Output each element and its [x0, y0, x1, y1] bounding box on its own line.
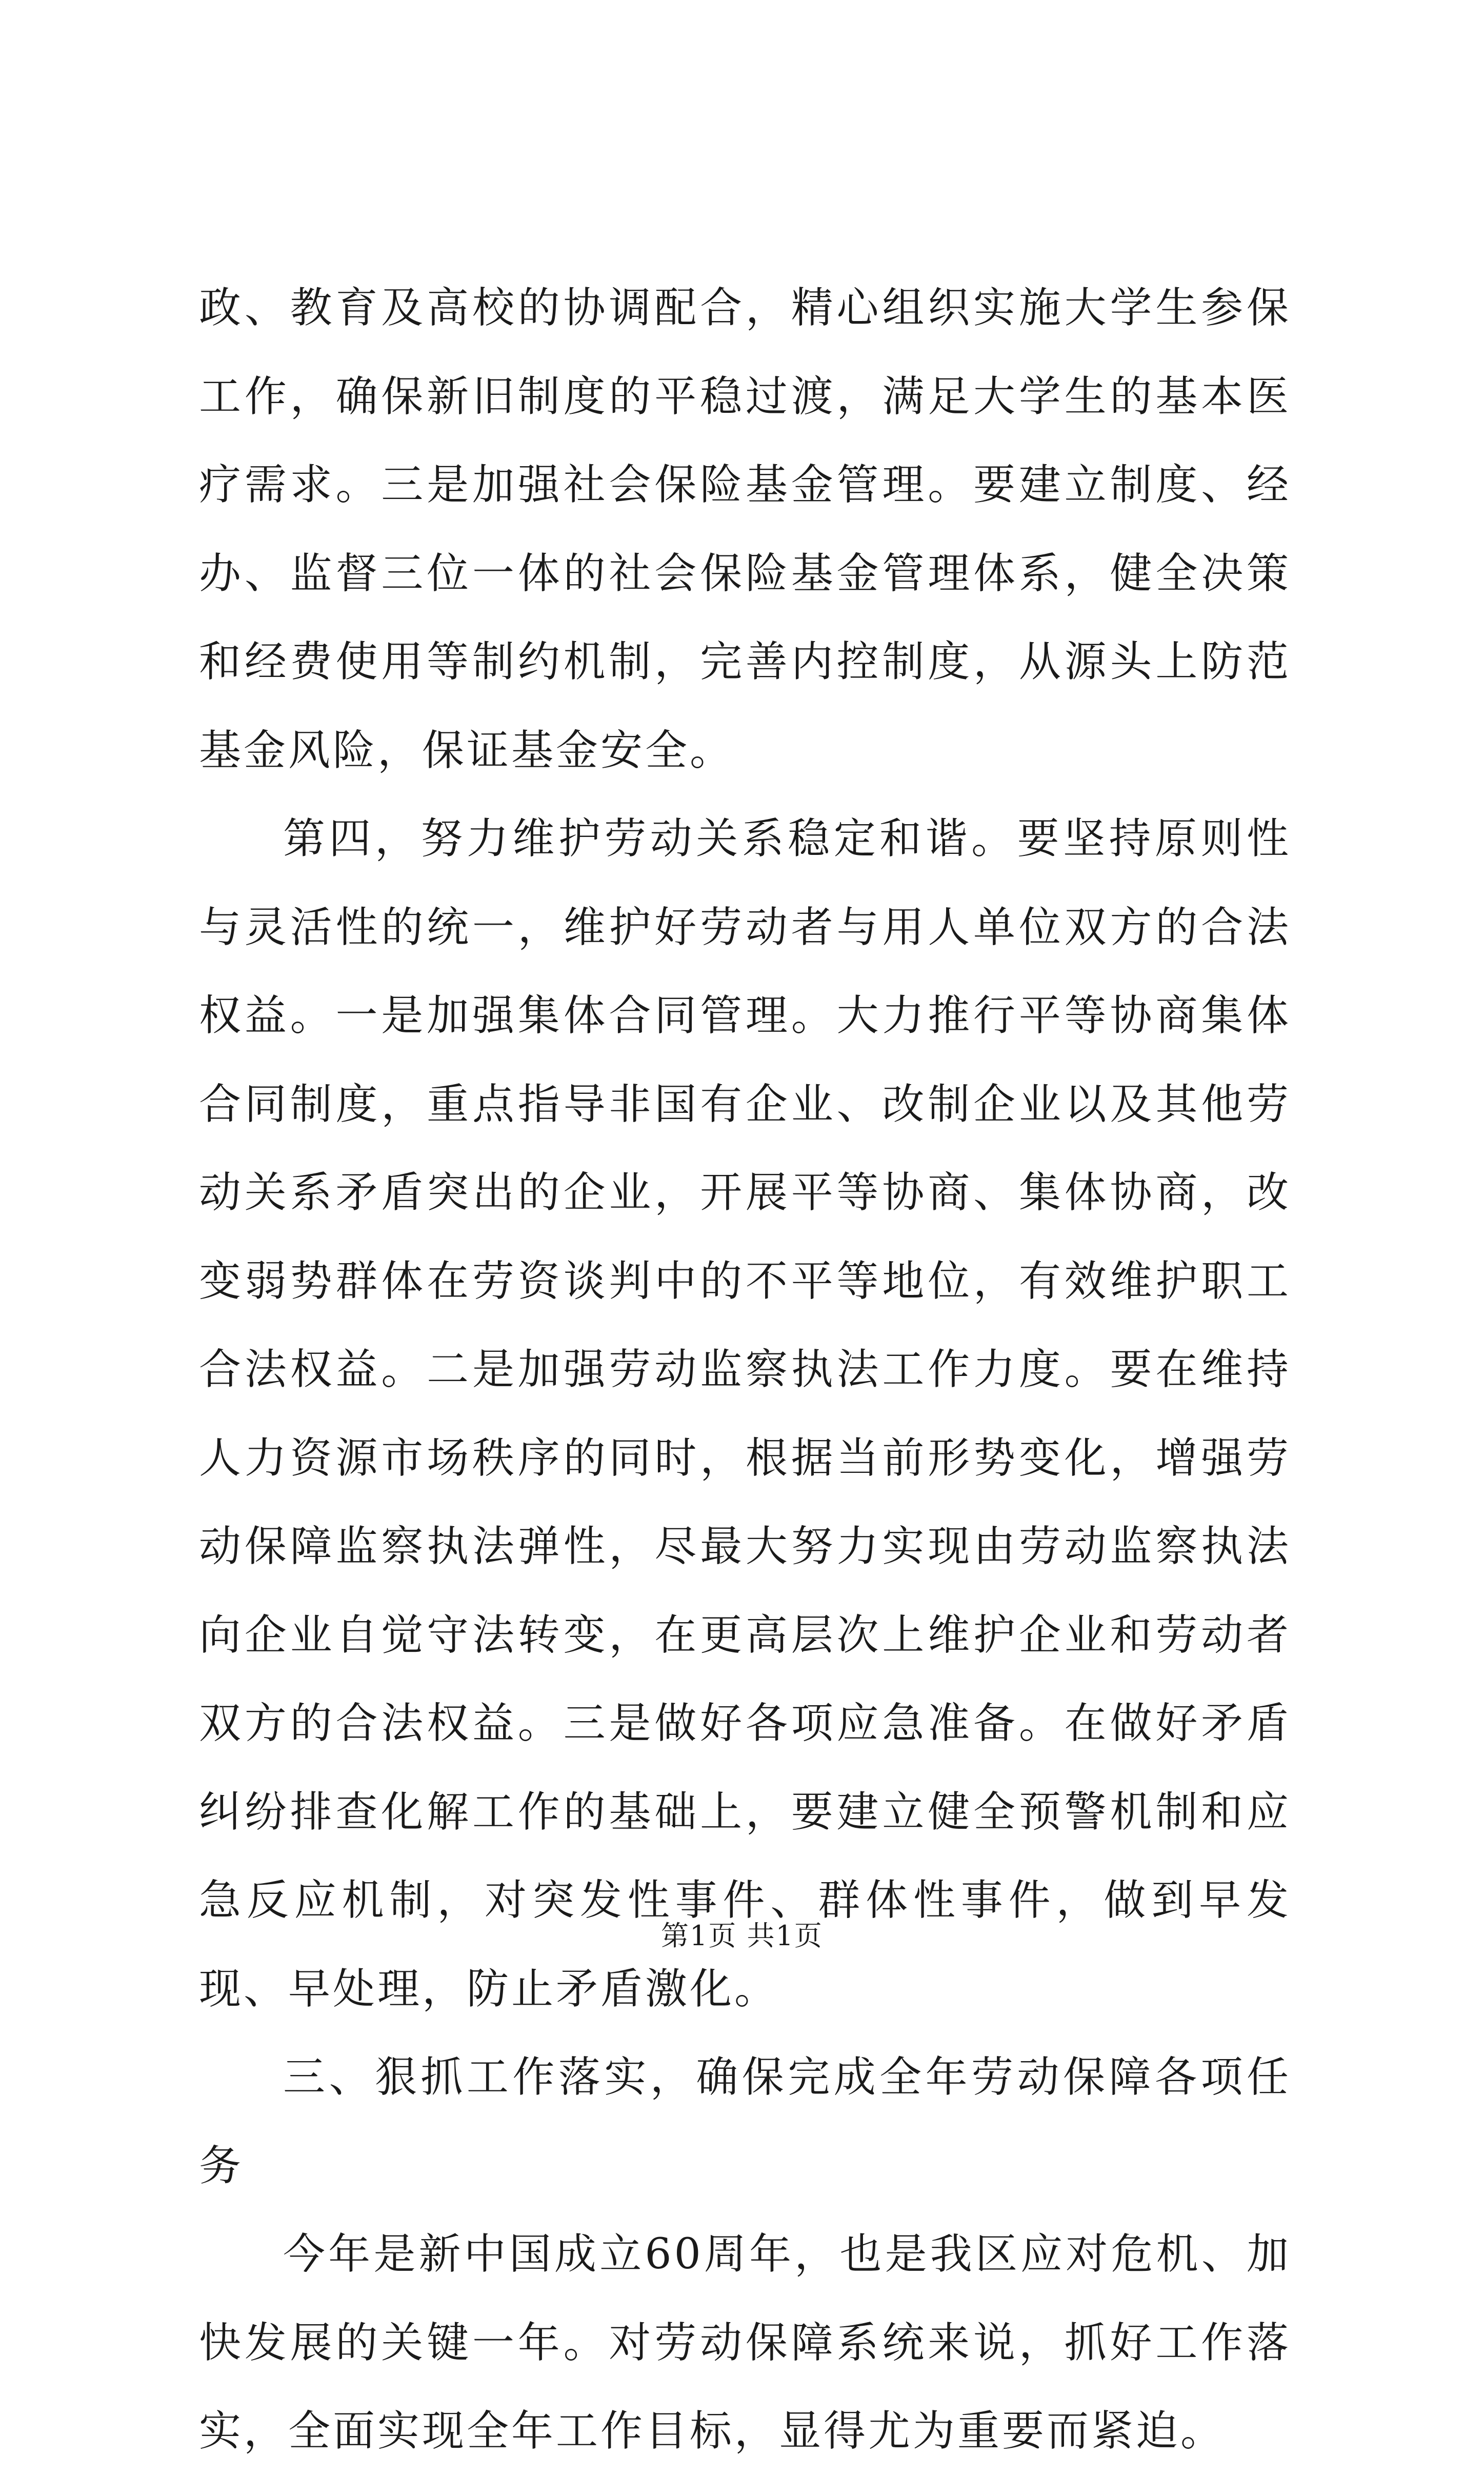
page-footer: 第1页 共1页: [661, 1920, 823, 1952]
section-heading: 三、狠抓工作落实，确保完成全年劳动保障各项任务: [199, 2053, 1291, 2190]
paragraph-labor-relations: 第四，努力维护劳动关系稳定和谐。要坚持原则性与灵活性的统一，维护好劳动者与用人单位双方的合法权益。一是加强集体合同管理。大力推行平等协商集体合同制度，重点指导非国有企业、改制企业以及其他劳动关系矛盾突出的企业，开展平等协商、集体协商，改变弱势群体在劳资谈判中的不平等地位，有效维护职工合法权益。二是加强劳动监察执法工作力度。要在维持人力资源市场秩序的同时，根据当前形势变化，增强劳动保障监察执法弹性，尽最大努力实现由劳动监察执法向企业自觉守法转变，在更高层次上维护企业和劳动者双方的合法权益。三是做好各项应急准备。在做好矛盾纠纷排查化解工作的基础上，要建立健全预警机制和应急反应机制，对突发性事件、群体性事件，做到早发现、早处理，防止矛盾激化。: [199, 814, 1291, 2013]
document-body: [199, 264, 1291, 2476]
paragraph-annual-tasks: 今年是新中国成立60周年，也是我区应对危机、加快发展的关键一年。对劳动保障系统来说，抓好工作落实，全面实现全年工作目标，显得尤为重要而紧迫。: [199, 2230, 1291, 2455]
paragraph-continued: 政、教育及高校的协调配合，精心组织实施大学生参保工作，确保新旧制度的平稳过渡，满足大学生的基本医疗需求。三是加强社会保险基金管理。要建立制度、经办、监督三位一体的社会保险基金管理体系，健全决策和经费使用等制约机制，完善内控制度，从源头上防范基金风险，保证基金安全。: [199, 284, 1291, 775]
